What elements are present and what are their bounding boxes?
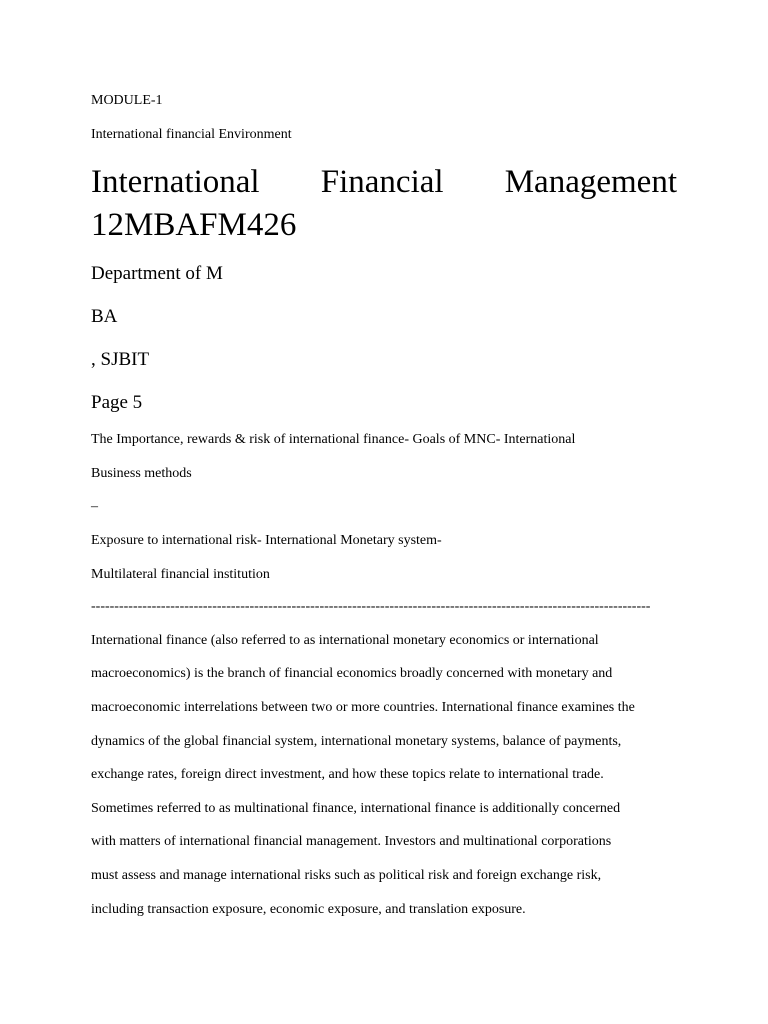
- module-label: MODULE-1: [91, 93, 163, 108]
- page-number: Page 5: [91, 392, 143, 413]
- document-title: [91, 162, 677, 202]
- department-line-2: BA: [91, 306, 118, 327]
- paragraph-line: with matters of international financial management. Investors and multinational corporations: [91, 834, 612, 849]
- syllabus-line-3: Exposure to international risk- International Monetary system-: [91, 533, 442, 548]
- paragraph-line: macroeconomic interrelations between two or more countries. International finance examines the: [91, 700, 635, 715]
- section-divider: ------------------------------------------------------------------------------------------------------------------------: [91, 599, 651, 614]
- module-subject: International financial Environment: [91, 127, 292, 142]
- paragraph-line: must assess and manage international risks such as political risk and foreign exchange risk,: [91, 868, 602, 883]
- syllabus-line-2: Business methods: [91, 466, 192, 481]
- title-word-2: Financial: [320, 164, 444, 200]
- paragraph-line: including transaction exposure, economic exposure, and translation exposure.: [91, 902, 526, 917]
- title-word-1: International: [91, 164, 260, 200]
- paragraph-line: exchange rates, foreign direct investment, and how these topics relate to international trade.: [91, 767, 604, 782]
- paragraph-line: macroeconomics) is the branch of financial economics broadly concerned with monetary and: [91, 666, 613, 681]
- paragraph-line: International finance (also referred to as international monetary economics or international: [91, 633, 599, 648]
- department-line-3: , SJBIT: [91, 349, 150, 370]
- course-code: 12MBAFM426: [91, 207, 297, 243]
- department-line-1: Department of M: [91, 263, 223, 284]
- paragraph-line: Sometimes referred to as multinational finance, international finance is additionally concerned: [91, 801, 621, 816]
- paragraph-line: dynamics of the global financial system, international monetary systems, balance of payments,: [91, 734, 622, 749]
- syllabus-line-1: The Importance, rewards & risk of international finance- Goals of MNC- International: [91, 432, 576, 447]
- syllabus-line-4: Multilateral financial institution: [91, 567, 270, 582]
- title-word-3: Management: [504, 164, 677, 200]
- syllabus-dash: –: [91, 499, 98, 514]
